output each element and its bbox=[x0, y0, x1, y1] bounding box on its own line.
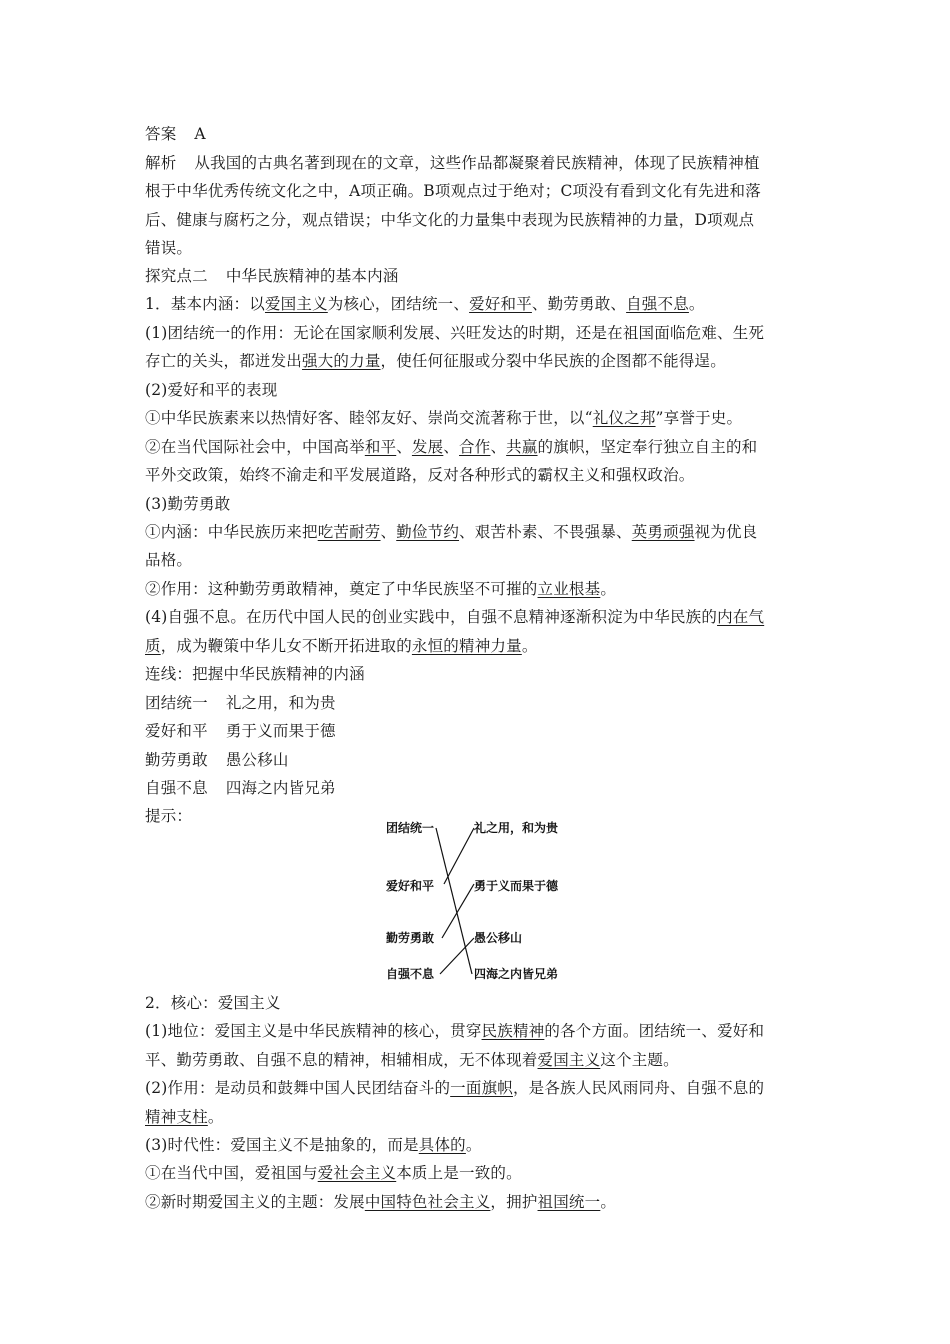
blank-answer: 自强不息 bbox=[626, 295, 689, 313]
blank-answer: 吃苦耐劳 bbox=[317, 523, 381, 541]
peace-item-2: ②在当代国际社会中，中国高举和平、发展、合作、共赢的旗帜，坚定奉行独立自主的和 bbox=[145, 438, 758, 456]
core-p2-line-1: (2)作用：是动员和鼓舞中国人民团结奋斗的一面旗帜，是各族人民风雨同舟、自强不息的 bbox=[145, 1079, 765, 1097]
blank-answer: 中国特色社会主义 bbox=[364, 1193, 491, 1211]
section-heading: 探究点二 中华民族精神的基本内涵 bbox=[145, 267, 399, 285]
blank-answer: 强大的力量 bbox=[302, 352, 381, 370]
diligence-item-1-cont: 品格。 bbox=[145, 551, 193, 569]
core-p2-line-2: 精神支柱。 bbox=[145, 1108, 224, 1126]
analysis-line-3: 后、健康与腐朽之分，观点错误；中华文化的力量集中表现为民族精神的力量，D项观点 bbox=[145, 211, 755, 229]
blank-answer: 礼仪之邦 bbox=[592, 409, 656, 427]
core-p1-line-1: (1)地位：爱国主义是中华民族精神的核心，贯穿民族精神的各个方面。团结统一、爱好和 bbox=[145, 1022, 765, 1040]
analysis-line-4: 错误。 bbox=[145, 239, 193, 257]
matching-diagram bbox=[380, 812, 580, 992]
core-item-2: ②新时期爱国主义的主题：发展中国特色社会主义，拥护祖国统一。 bbox=[145, 1193, 617, 1211]
peace-item-1: ①中华民族素来以热情好客、睦邻友好、崇尚交流著称于世，以“礼仪之邦”享誉于史。 bbox=[145, 409, 743, 427]
blank-answer: 勤俭节约 bbox=[396, 523, 460, 541]
diligence-title: (3)勤劳勇敢 bbox=[145, 495, 231, 513]
core-item-1: ①在当代中国，爱祖国与爱社会主义本质上是一致的。 bbox=[145, 1164, 522, 1182]
answer-line bbox=[145, 124, 815, 144]
blank-answer: 民族精神 bbox=[481, 1022, 545, 1040]
diagram-right-label: 四海之内皆兄弟 bbox=[474, 967, 559, 981]
analysis-line-1: 解析 从我国的古典名著到现在的文章，这些作品都凝聚着民族精神，体现了民族精神植 bbox=[145, 154, 760, 172]
connector-line bbox=[436, 828, 472, 974]
connector-line bbox=[444, 828, 474, 884]
matching-row: 自强不息 四海之内皆兄弟 bbox=[145, 779, 336, 797]
connector-line bbox=[442, 884, 474, 938]
blank-answer: 具体的 bbox=[418, 1136, 466, 1154]
diligence-item-1: ①内涵：中华民族历来把吃苦耐劳、勤俭节约、艰苦朴素、不畏强暴、英勇顽强视为优良 bbox=[145, 523, 758, 541]
diagram-right-label: 礼之用，和为贵 bbox=[474, 821, 559, 835]
self-improvement-line-2: 质，成为鞭策中华儿女不断开拓进取的永恒的精神力量。 bbox=[145, 637, 538, 655]
core-p1-line-2: 平、勤劳勇敢、自强不息的精神，相辅相成，无不体现着爱国主义这个主题。 bbox=[145, 1051, 679, 1069]
blank-answer: 爱国主义 bbox=[264, 295, 328, 313]
blank-answer: 祖国统一 bbox=[537, 1193, 601, 1211]
blank-answer: 爱好和平 bbox=[469, 295, 532, 313]
blank-answer: 合作 bbox=[459, 438, 491, 456]
blank-answer: 英勇顽强 bbox=[631, 523, 695, 541]
diagram-right-label: 愚公移山 bbox=[474, 931, 523, 945]
answer-label: 答案 bbox=[145, 125, 177, 143]
peace-item-2-cont: 平外交政策，始终不渝走和平发展道路，反对各种形式的霸权主义和强权政治。 bbox=[145, 466, 695, 484]
peace-title: (2)爱好和平的表现 bbox=[145, 381, 278, 399]
matching-row: 勤劳勇敢 愚公移山 bbox=[145, 751, 289, 769]
matching-row: 爱好和平 勇于义而果于德 bbox=[145, 722, 336, 740]
blank-answer: 永恒的精神力量 bbox=[411, 637, 522, 655]
diagram-right-label: 勇于义而果于德 bbox=[474, 879, 559, 893]
basic-meaning: 1．基本内涵：以爱国主义为核心，团结统一、爱好和平、勤劳勇敢、自强不息。 bbox=[145, 295, 705, 313]
blank-answer: 发展 bbox=[411, 438, 444, 456]
connector-line bbox=[440, 938, 474, 974]
hint-label: 提示： bbox=[145, 807, 193, 825]
analysis-line-2: 根于中华优秀传统文化之中，A项正确。B项观点过于绝对；C项没有看到文化有先进和落 bbox=[145, 182, 761, 200]
blank-answer: 质 bbox=[145, 637, 161, 655]
unity-line-2: 存亡的关头，都迸发出强大的力量，使任何征服或分裂中华民族的企图都不能得逞。 bbox=[145, 352, 726, 370]
core-p3: (3)时代性：爱国主义不是抽象的，而是具体的。 bbox=[145, 1136, 482, 1154]
analysis-label: 解析 bbox=[145, 154, 177, 172]
unity-line-1: (1)团结统一的作用：无论在国家顺利发展、兴旺发达的时期，还是在祖国面临危难、生死 bbox=[145, 324, 765, 342]
answer-value: A bbox=[194, 125, 206, 143]
core-title: 2．核心：爱国主义 bbox=[145, 994, 281, 1012]
matching-row: 团结统一 礼之用，和为贵 bbox=[145, 694, 336, 712]
diligence-item-2: ②作用：这种勤劳勇敢精神，奠定了中华民族坚不可摧的立业根基。 bbox=[145, 580, 617, 598]
matching-title: 连线：把握中华民族精神的内涵 bbox=[145, 665, 365, 683]
self-improvement-line-1: (4)自强不息。在历代中国人民的创业实践中，自强不息精神逐渐积淀为中华民族的内在气 bbox=[145, 608, 765, 626]
blank-answer: 立业根基 bbox=[537, 580, 601, 598]
diagram-left-label: 团结统一 bbox=[386, 821, 435, 835]
blank-answer: 精神支柱 bbox=[145, 1108, 208, 1126]
diagram-left-label: 自强不息 bbox=[386, 967, 435, 981]
blank-answer: 内在气 bbox=[717, 608, 765, 626]
blank-answer: 一面旗帜 bbox=[450, 1079, 513, 1097]
diagram-left-label: 勤劳勇敢 bbox=[386, 931, 435, 945]
blank-answer: 共赢 bbox=[506, 438, 538, 456]
diagram-left-label: 爱好和平 bbox=[386, 879, 435, 893]
blank-answer: 和平 bbox=[364, 438, 397, 456]
blank-answer: 爱社会主义 bbox=[317, 1164, 397, 1182]
blank-answer: 爱国主义 bbox=[537, 1051, 601, 1069]
